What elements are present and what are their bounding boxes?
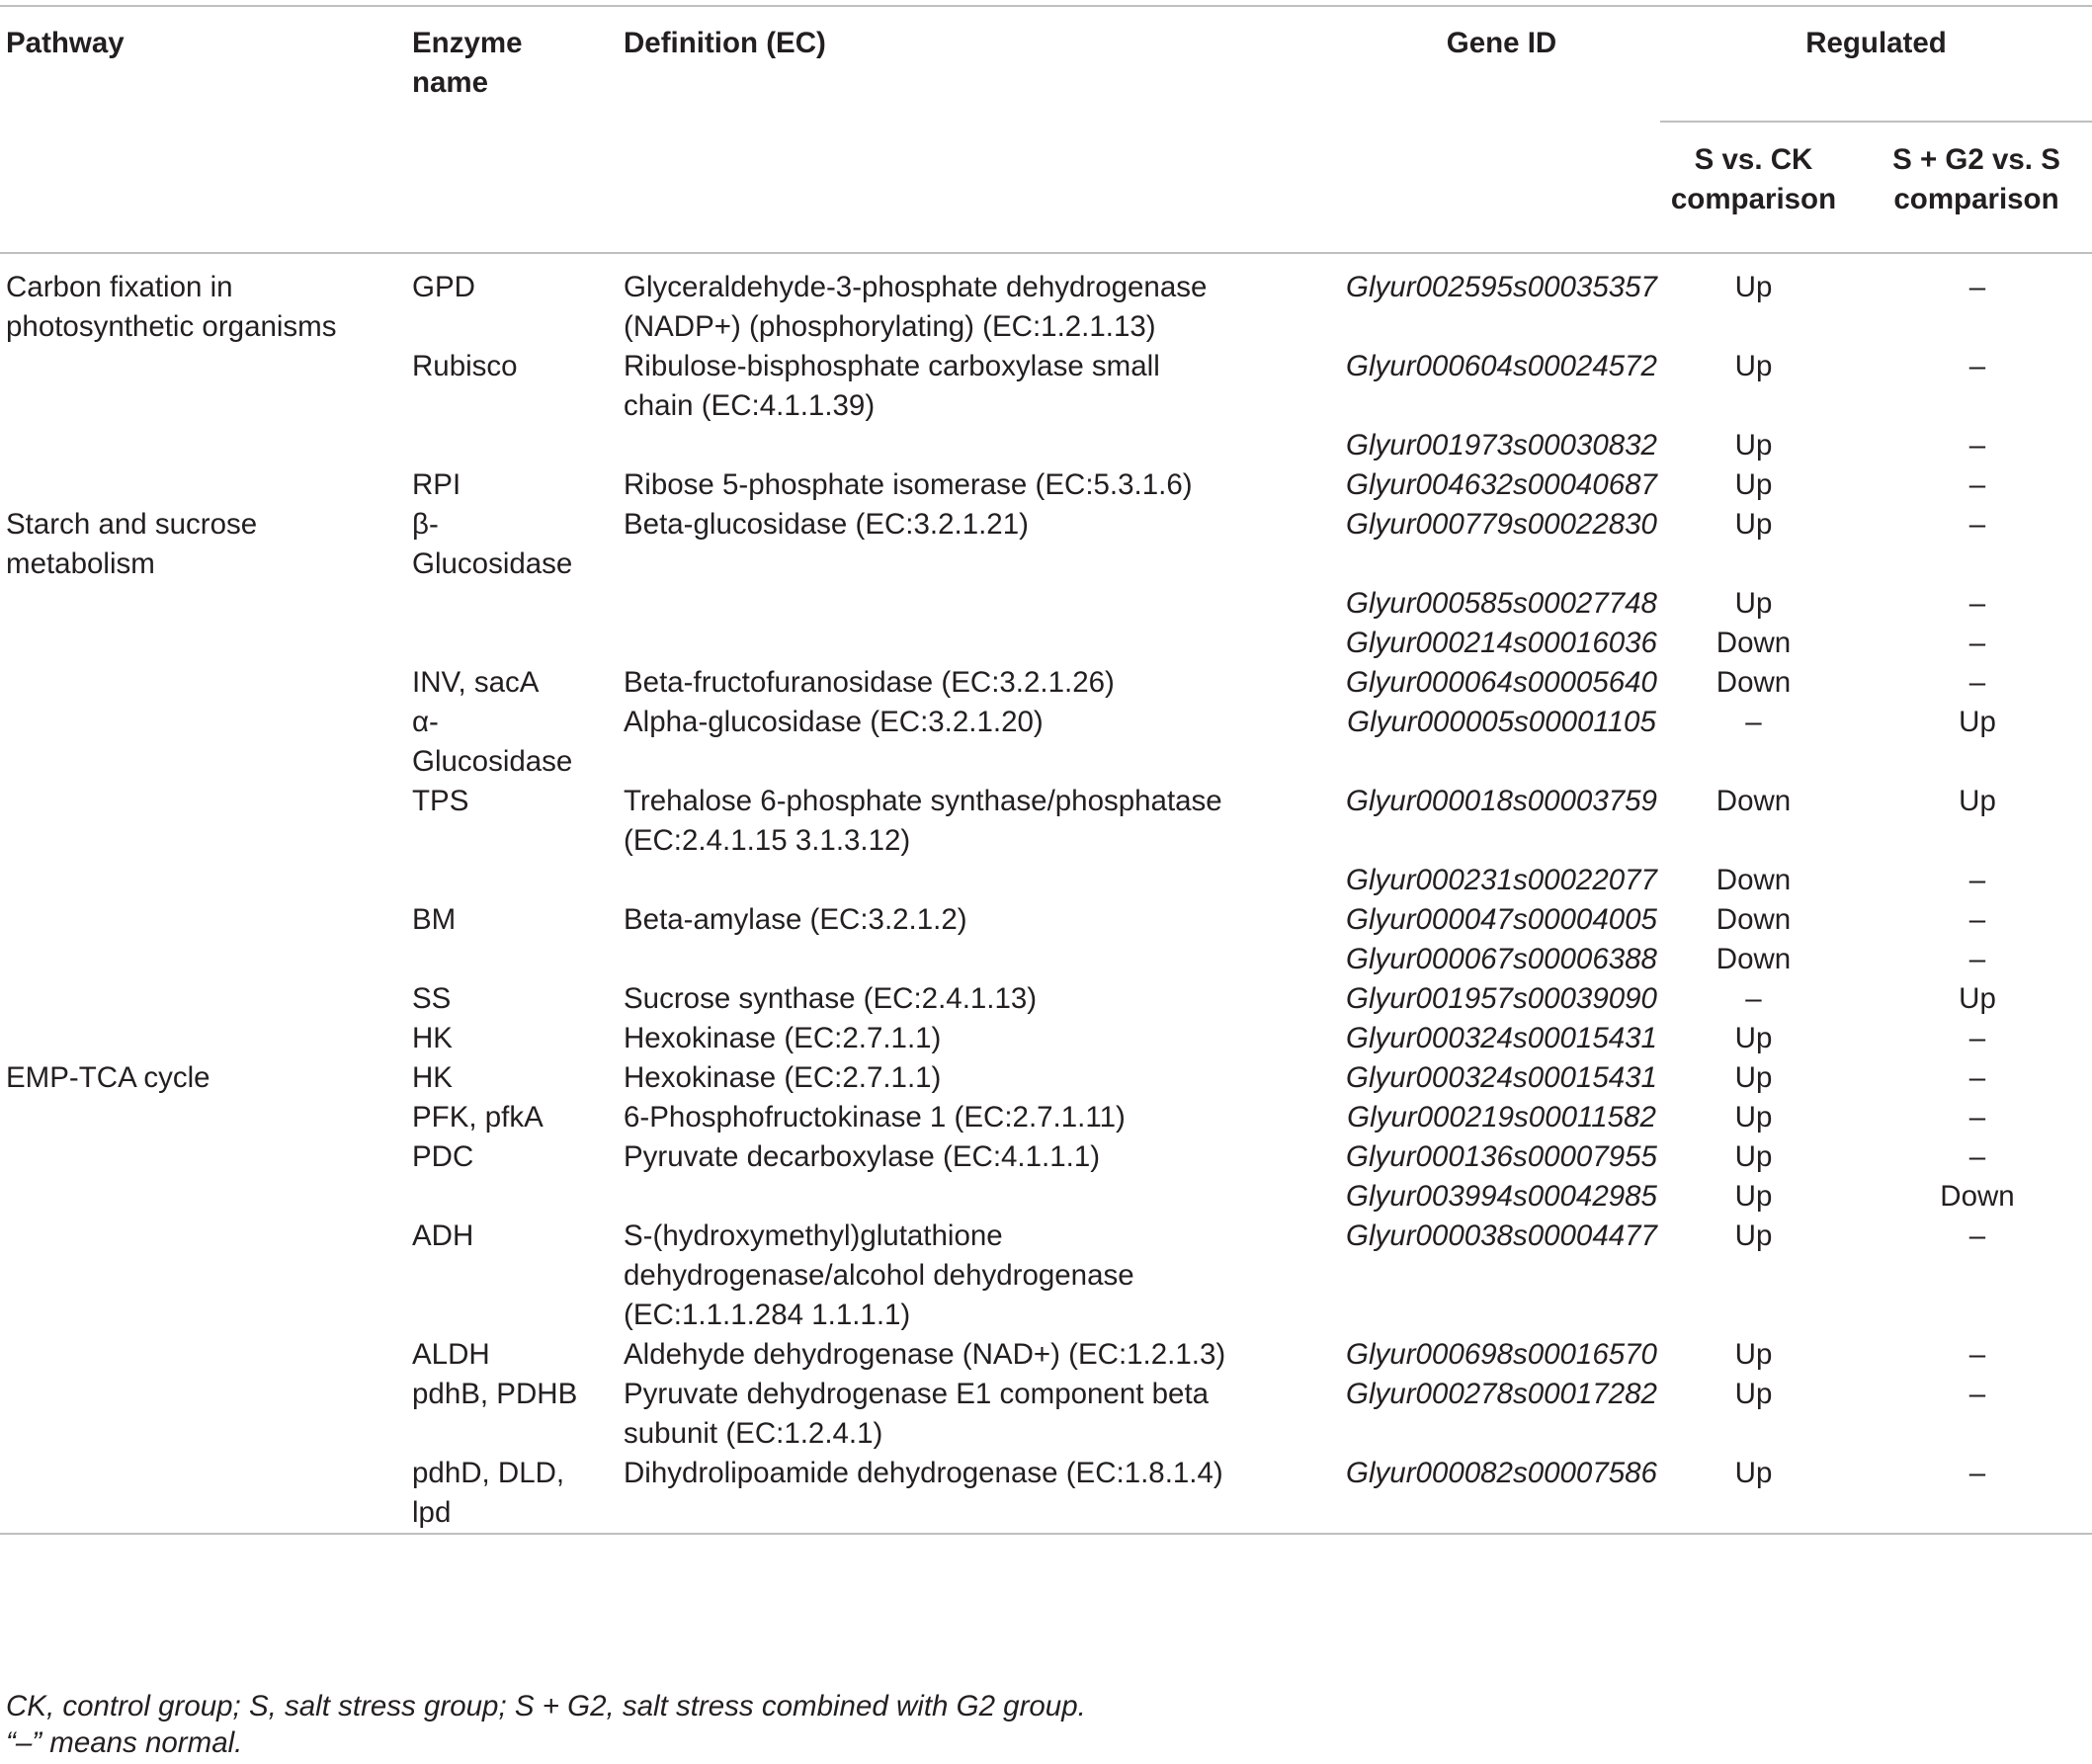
cell-enzyme-name: ALDH — [412, 1338, 490, 1371]
cell-pathway — [0, 1375, 412, 1454]
cell-gene-id: Glyur001973s00030832 — [1346, 429, 1657, 462]
cell-sg2-vs-s: – — [1968, 1022, 1986, 1054]
cell-enzyme-name: INV, sacA — [412, 666, 540, 699]
cell-pathway — [0, 347, 412, 426]
cell-gene-id: Glyur000082s00007586 — [1346, 1457, 1657, 1489]
cell-s-vs-ck: Up — [1734, 1180, 1773, 1213]
cell-s-vs-ck: Down — [1715, 903, 1792, 936]
table-row — [0, 426, 2092, 465]
cell-pathway — [0, 861, 412, 900]
cell-pathway: Carbon fixation in photosynthetic organisms — [6, 271, 337, 343]
cell-s-vs-ck: Up — [1734, 271, 1773, 303]
cell-pathway — [0, 703, 412, 782]
cell-definition — [624, 861, 1264, 900]
cell-definition: Ribulose-bisphosphate carboxylase small chain (EC:4.1.1.39) — [624, 350, 1160, 422]
cell-sg2-vs-s: – — [1968, 1457, 1986, 1489]
cell-sg2-vs-s: – — [1968, 1101, 1986, 1134]
cell-s-vs-ck: Down — [1715, 627, 1792, 659]
table-row — [0, 1454, 2092, 1534]
cell-s-vs-ck: Down — [1715, 943, 1792, 975]
cell-definition: Trehalose 6-phosphate synthase/phosphatase (EC:2.4.1.15 3.1.3.12) — [624, 785, 1222, 857]
footnote-dash-meaning: “–” means normal. — [6, 1726, 243, 1759]
cell-sg2-vs-s: – — [1968, 508, 1986, 541]
cell-pathway — [0, 782, 412, 861]
cell-gene-id: Glyur002595s00035357 — [1346, 271, 1657, 303]
cell-gene-id: Glyur000231s00022077 — [1346, 864, 1657, 896]
table-row — [0, 1177, 2092, 1217]
cell-gene-id: Glyur000604s00024572 — [1346, 350, 1657, 382]
cell-pathway — [0, 979, 412, 1019]
col-header-definition: Definition (EC) — [624, 27, 826, 59]
cell-enzyme-name — [412, 1177, 624, 1217]
cell-enzyme-name: β-Glucosidase — [412, 508, 573, 580]
cell-s-vs-ck: Down — [1715, 666, 1792, 699]
cell-enzyme-name: GPD — [412, 271, 475, 303]
cell-pathway — [0, 1335, 412, 1375]
cell-gene-id: Glyur000214s00016036 — [1346, 627, 1657, 659]
table-row — [0, 979, 2092, 1019]
table-row — [0, 1137, 2092, 1177]
cell-definition — [624, 624, 1264, 663]
cell-s-vs-ck: Up — [1734, 508, 1773, 541]
cell-definition: Hexokinase (EC:2.7.1.1) — [624, 1061, 942, 1094]
cell-definition — [624, 1177, 1264, 1217]
cell-sg2-vs-s: – — [1968, 943, 1986, 975]
cell-enzyme-name — [412, 426, 624, 465]
cell-enzyme-name — [412, 940, 624, 979]
cell-sg2-vs-s: – — [1968, 627, 1986, 659]
cell-sg2-vs-s: – — [1968, 864, 1986, 896]
cell-definition — [624, 940, 1264, 979]
cell-definition: Beta-fructofuranosidase (EC:3.2.1.26) — [624, 666, 1115, 699]
cell-enzyme-name: PFK, pfkA — [412, 1101, 544, 1134]
cell-definition: Sucrose synthase (EC:2.4.1.13) — [624, 982, 1038, 1015]
cell-pathway — [0, 1217, 412, 1335]
cell-gene-id: Glyur000698s00016570 — [1346, 1338, 1657, 1371]
table-footnotes — [6, 1688, 1086, 1761]
cell-enzyme-name: pdhB, PDHB — [412, 1378, 578, 1410]
cell-pathway — [0, 663, 412, 703]
cell-pathway: EMP-TCA cycle — [6, 1061, 210, 1094]
cell-definition: Beta-amylase (EC:3.2.1.2) — [624, 903, 967, 936]
table-body — [0, 253, 2092, 1534]
cell-s-vs-ck: Up — [1734, 1457, 1773, 1489]
cell-gene-id: Glyur004632s00040687 — [1346, 468, 1657, 501]
table-row — [0, 347, 2092, 426]
table-row — [0, 703, 2092, 782]
cell-sg2-vs-s: Up — [1959, 785, 1996, 817]
cell-s-vs-ck: Up — [1734, 1140, 1773, 1173]
col-header-gene-id: Gene ID — [1446, 27, 1557, 59]
cell-pathway — [0, 465, 412, 505]
cell-enzyme-name: α-Glucosidase — [412, 706, 573, 778]
table-row — [0, 900, 2092, 940]
cell-definition: Alpha-glucosidase (EC:3.2.1.20) — [624, 706, 1044, 738]
cell-enzyme-name: pdhD, DLD, lpd — [412, 1457, 565, 1529]
cell-s-vs-ck: – — [1745, 982, 1762, 1015]
col-header-s-vs-ck: S vs. CK comparison — [1670, 143, 1837, 215]
cell-enzyme-name: RPI — [412, 468, 461, 501]
cell-definition: Pyruvate dehydrogenase E1 component beta subunit (EC:1.2.4.1) — [624, 1378, 1210, 1450]
cell-enzyme-name — [412, 624, 624, 663]
cell-definition: S-(hydroxymethyl)glutathione dehydrogenase/alcohol dehydrogenase (EC:1.1.1.284 1.1.1.1) — [624, 1219, 1134, 1331]
cell-gene-id: Glyur000038s00004477 — [1346, 1219, 1657, 1252]
cell-s-vs-ck: Up — [1734, 1061, 1773, 1094]
col-header-sg2-vs-s: S + G2 vs. S comparison — [1892, 143, 2060, 215]
cell-gene-id: Glyur000047s00004005 — [1346, 903, 1657, 936]
cell-pathway — [0, 624, 412, 663]
cell-s-vs-ck: Up — [1734, 1378, 1773, 1410]
cell-enzyme-name: HK — [412, 1022, 453, 1054]
cell-pathway — [0, 1137, 412, 1177]
cell-gene-id: Glyur000585s00027748 — [1346, 587, 1657, 620]
table-row — [0, 1019, 2092, 1058]
table-row — [0, 1335, 2092, 1375]
cell-enzyme-name: BM — [412, 903, 457, 936]
cell-enzyme-name: PDC — [412, 1140, 474, 1173]
header-row-1 — [0, 6, 2092, 122]
cell-s-vs-ck: Up — [1734, 1022, 1773, 1054]
cell-pathway — [0, 900, 412, 940]
col-header-pathway: Pathway — [6, 27, 125, 59]
cell-sg2-vs-s: – — [1968, 1378, 1986, 1410]
gene-regulation-table — [0, 5, 2092, 1535]
cell-enzyme-name: Rubisco — [412, 350, 518, 382]
cell-gene-id: Glyur000324s00015431 — [1346, 1061, 1657, 1094]
table-row — [0, 861, 2092, 900]
cell-sg2-vs-s: – — [1968, 1140, 1986, 1173]
cell-enzyme-name: HK — [412, 1061, 453, 1094]
cell-sg2-vs-s: – — [1968, 468, 1986, 501]
cell-gene-id: Glyur000005s00001105 — [1347, 706, 1656, 738]
table-row — [0, 465, 2092, 505]
cell-gene-id: Glyur000779s00022830 — [1346, 508, 1657, 541]
cell-enzyme-name — [412, 584, 624, 624]
table-row — [0, 1098, 2092, 1137]
cell-sg2-vs-s: Up — [1959, 982, 1996, 1015]
cell-s-vs-ck: Down — [1715, 864, 1792, 896]
cell-sg2-vs-s: – — [1968, 587, 1986, 620]
cell-sg2-vs-s: – — [1968, 1061, 1986, 1094]
cell-gene-id: Glyur000219s00011582 — [1347, 1101, 1656, 1134]
cell-definition: Glyceraldehyde-3-phosphate dehydrogenase (NADP+) (phosphorylating) (EC:1.2.1.13) — [624, 271, 1208, 343]
cell-pathway — [0, 940, 412, 979]
cell-enzyme-name: TPS — [412, 785, 469, 817]
cell-pathway — [0, 1454, 412, 1534]
cell-sg2-vs-s: – — [1968, 350, 1986, 382]
cell-definition — [624, 584, 1264, 624]
cell-pathway — [0, 1019, 412, 1058]
cell-sg2-vs-s: – — [1968, 666, 1986, 699]
cell-pathway — [0, 1098, 412, 1137]
cell-s-vs-ck: Up — [1734, 429, 1773, 462]
table-row — [0, 505, 2092, 584]
cell-enzyme-name: SS — [412, 982, 452, 1015]
table-row — [0, 663, 2092, 703]
cell-gene-id: Glyur000064s00005640 — [1346, 666, 1657, 699]
cell-s-vs-ck: – — [1745, 706, 1762, 738]
cell-pathway — [0, 1177, 412, 1217]
cell-enzyme-name — [412, 861, 624, 900]
cell-s-vs-ck: Up — [1734, 468, 1773, 501]
col-header-regulated: Regulated — [1660, 6, 2092, 122]
cell-s-vs-ck: Up — [1734, 1101, 1773, 1134]
table-row — [0, 940, 2092, 979]
cell-enzyme-name: ADH — [412, 1219, 474, 1252]
cell-s-vs-ck: Up — [1734, 587, 1773, 620]
cell-gene-id: Glyur001957s00039090 — [1346, 982, 1657, 1015]
cell-definition: Dihydrolipoamide dehydrogenase (EC:1.8.1.4) — [624, 1457, 1223, 1489]
cell-s-vs-ck: Down — [1715, 785, 1792, 817]
cell-definition: Ribose 5-phosphate isomerase (EC:5.3.1.6) — [624, 468, 1193, 501]
cell-pathway — [0, 426, 412, 465]
cell-definition: Aldehyde dehydrogenase (NAD+) (EC:1.2.1.3) — [624, 1338, 1226, 1371]
cell-sg2-vs-s: – — [1968, 903, 1986, 936]
cell-definition — [624, 426, 1264, 465]
table-row — [0, 624, 2092, 663]
cell-definition: 6-Phosphofructokinase 1 (EC:2.7.1.11) — [624, 1101, 1126, 1134]
cell-sg2-vs-s: – — [1968, 1219, 1986, 1252]
cell-sg2-vs-s: – — [1968, 271, 1986, 303]
cell-sg2-vs-s: – — [1968, 1338, 1986, 1371]
table-row — [0, 782, 2092, 861]
cell-s-vs-ck: Up — [1734, 350, 1773, 382]
table-row — [0, 253, 2092, 347]
cell-gene-id: Glyur000018s00003759 — [1346, 785, 1657, 817]
table-row — [0, 1058, 2092, 1098]
table-row — [0, 1375, 2092, 1454]
cell-sg2-vs-s: Up — [1959, 706, 1996, 738]
cell-definition: Beta-glucosidase (EC:3.2.1.21) — [624, 508, 1029, 541]
cell-s-vs-ck: Up — [1734, 1219, 1773, 1252]
cell-sg2-vs-s: Down — [1940, 1180, 2015, 1213]
cell-gene-id: Glyur000067s00006388 — [1346, 943, 1657, 975]
table-row — [0, 1217, 2092, 1335]
table-header — [0, 6, 2092, 253]
footnote-abbreviations: CK, control group; S, salt stress group; S + G2, salt stress combined with G2 group. — [6, 1690, 1086, 1722]
cell-definition: Pyruvate decarboxylase (EC:4.1.1.1) — [624, 1140, 1101, 1173]
cell-s-vs-ck: Up — [1734, 1338, 1773, 1371]
cell-sg2-vs-s: – — [1968, 429, 1986, 462]
col-header-enzyme-name: Enzyme name — [412, 27, 523, 99]
cell-pathway — [0, 584, 412, 624]
table-row — [0, 584, 2092, 624]
cell-gene-id: Glyur000324s00015431 — [1346, 1022, 1657, 1054]
cell-gene-id: Glyur000136s00007955 — [1346, 1140, 1657, 1173]
cell-definition: Hexokinase (EC:2.7.1.1) — [624, 1022, 942, 1054]
cell-gene-id: Glyur000278s00017282 — [1346, 1378, 1657, 1410]
cell-pathway: Starch and sucrose metabolism — [6, 508, 258, 580]
cell-gene-id: Glyur003994s00042985 — [1346, 1180, 1657, 1213]
